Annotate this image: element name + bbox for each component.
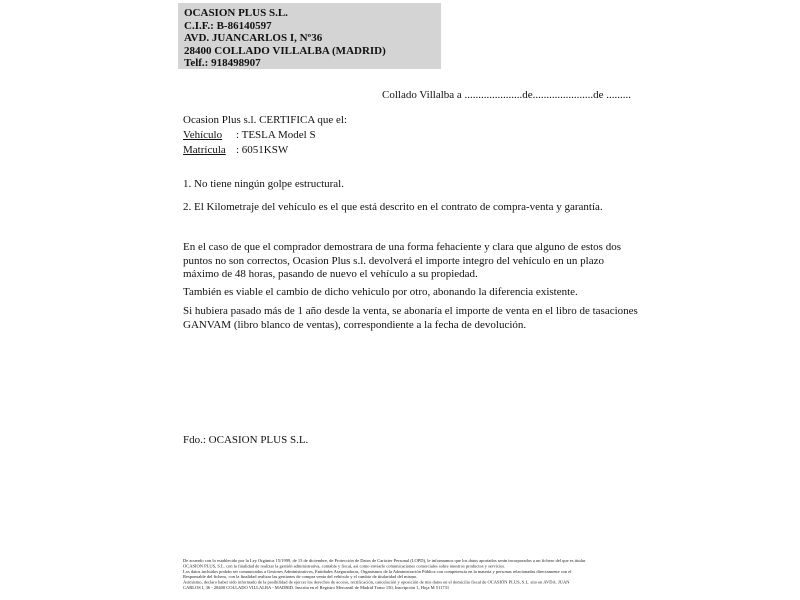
company-city: 28400 COLLADO VILLALBA (MADRID) xyxy=(184,44,386,57)
vehicle-value: : TESLA Model S xyxy=(236,129,316,141)
company-name: OCASION PLUS S.L. xyxy=(184,7,288,19)
plate-line xyxy=(183,143,347,158)
vehicle-line xyxy=(183,128,347,143)
legal-line: OCASION PLUS, S.L. con la finalidad de realizar la gestión administrativa, contable y fiscal, así como enviarle comunicaciones comerciales sobre nuestros productos y servicios. xyxy=(183,563,506,569)
certify-intro: Ocasion Plus s.l. CERTIFICA que el: xyxy=(183,114,348,126)
plate-value: : 6051KSW xyxy=(236,144,289,156)
legal-line: Responsable del fichero, con la finalidad realizar las gestiones de compra venta del vehículo y el cambio de titularidad del mismo. xyxy=(183,574,418,580)
company-phone: Telf.: 918498907 xyxy=(184,57,261,70)
legal-line: Asimismo, declaro haber sido informado de la posibilidad de ejercer los derechos de acceso, rectificación, cancelación y oposición de mis datos en el domicilio fiscal de OCASIÓN PLUS, S.L. sito en AVDA. JUAN xyxy=(183,579,570,585)
legal-line: CARLOS I, 36 - 28400 COLLADO VILLALBA - MADRID. Inscrita en el Registro Mercantil de Madrid Tomo 150, Inscripción 1, Hoja M 511731 xyxy=(183,584,450,590)
legal-line: Los datos incluidos podrán ser comunicados a Gestores Administrativos, Entidades Aseguradoras, Organismos de la Administración Pública con competencia en la materia y personas relacionadas directamente con el xyxy=(183,568,572,574)
plate-label: Matrícula xyxy=(183,144,226,156)
legal-line: De acuerdo con lo establecido por la Ley Orgánica 15/1999, de 13 de diciembre, de Protección de Datos de Carácter Personal (LOPD), le informamos que los datos aportados serán incorporados a un fichero del que es titular xyxy=(183,558,586,563)
company-header-block xyxy=(178,3,441,69)
vehicle-label: Vehículo xyxy=(183,129,223,141)
exchange-paragraph: También es viable el cambio de dicho vehiculo por otro, abonando la diferencia existente. xyxy=(183,286,578,298)
company-cif: C.I.F.: B-86140597 xyxy=(184,19,272,32)
condition-items xyxy=(183,177,653,223)
condition-item-2: 2. El Kilometraje del vehículo es el que está descrito en el contrato de compra-venta y garantía. xyxy=(183,201,603,213)
company-address: AVD. JUANCARLOS I, Nº36 xyxy=(184,32,323,45)
date-line: Collado Villalba a .....................de......................de ......... xyxy=(382,89,632,101)
signature-line: Fdo.: OCASION PLUS S.L. xyxy=(183,434,309,446)
legal-fine-print xyxy=(183,558,613,594)
certification-block xyxy=(183,113,347,158)
refund-paragraph: En el caso de que el comprador demostrara de una forma fehaciente y clara que alguno de estos dos puntos no son correctos, Ocasion Plus s.l. devolverá el importe integro del vehículo en un plazo máximo de 48 horas, pasando de nuevo el vehículo a su propiedad. xyxy=(183,241,621,280)
ganvam-paragraph: Si hubiera pasado más de 1 año desde la venta, se abonaría el importe de venta en el libro de tasaciones GANVAM (libro blanco de ventas), correspondiente a la fecha de devolución. xyxy=(183,305,638,331)
condition-item-1: 1. No tiene ningún golpe estructural. xyxy=(183,178,344,190)
legal-text xyxy=(183,558,619,590)
